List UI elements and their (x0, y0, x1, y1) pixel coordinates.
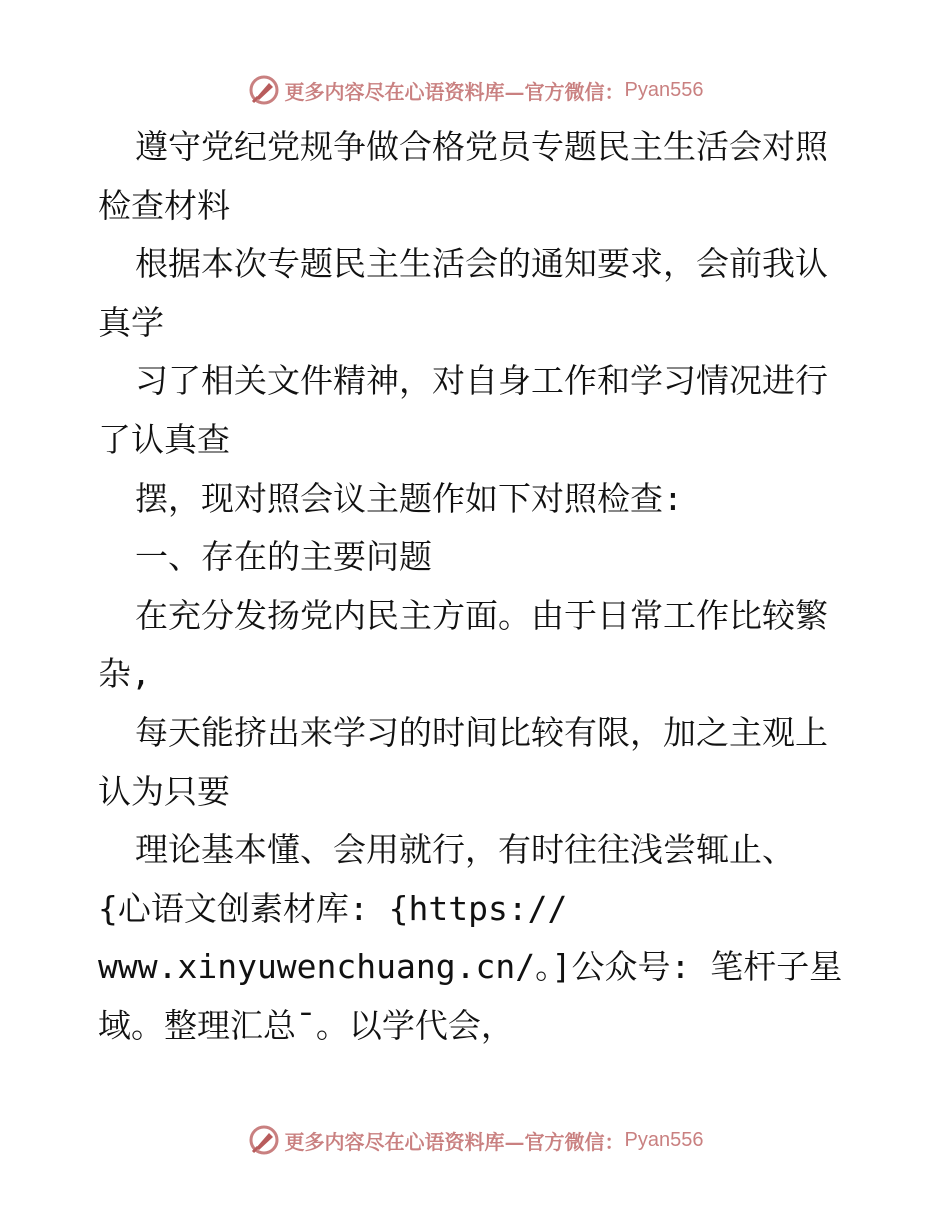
paragraph-line: www.xinyuwenchuang.cn/。]公众号: 笔杆子星 (98, 947, 843, 987)
header-watermark (0, 70, 950, 110)
watermark-text: 更多内容尽在心语资料库—官方微信： (284, 79, 625, 104)
watermark-id: Pyan556 (624, 1128, 704, 1151)
paragraph-line: 理论基本懂、会用就行，有时往往浅尝辄止、 (135, 830, 795, 870)
title-line: 遵守党纪党规争做合格党员专题民主生活会对照 (135, 127, 828, 166)
paragraph-line: 摆，现对照会议主题作如下对照检查: (135, 478, 683, 518)
paragraph-line: 在充分发扬党内民主方面。由于日常工作比较繁 (135, 595, 828, 635)
paragraph-line: 了认真查 (98, 419, 230, 459)
pen-nib-circle-icon (247, 1123, 281, 1157)
pen-nib-circle-icon (247, 73, 281, 107)
paragraph-line: 根据本次专题民主生活会的通知要求，会前我认 (135, 244, 828, 284)
paragraph-line: 认为只要 (98, 771, 230, 811)
paragraph-line: {心语文创素材库: {https:// (98, 888, 568, 928)
document-body (98, 118, 858, 1056)
watermark-id: Pyan556 (624, 78, 704, 101)
paragraph-line: 习了相关文件精神，对自身工作和学习情况进行 (135, 361, 828, 401)
section-heading: 一、存在的主要问题 (135, 537, 432, 577)
paragraph-line: 每天能挤出来学习的时间比较有限，加之主观上 (135, 712, 828, 752)
paragraph-line: 真学 (98, 302, 164, 342)
paragraph-line: 域。整理汇总¯。以学代会， (98, 1005, 514, 1045)
title-line: 检查材料 (98, 185, 230, 225)
paragraph-line: 杂, (98, 654, 151, 694)
footer-watermark (0, 1120, 950, 1160)
watermark-text: 更多内容尽在心语资料库—官方微信： (284, 1129, 625, 1154)
